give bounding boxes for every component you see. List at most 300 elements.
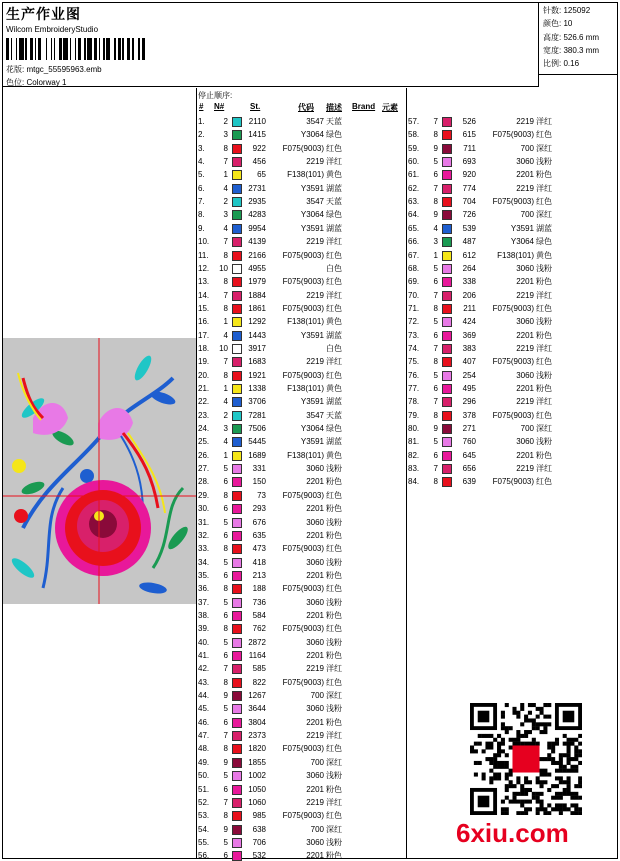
row-thread-code: F138(101) [287,450,324,460]
row-needle-number: 9 [223,824,228,834]
row-needle-number: 5 [433,157,438,167]
row-color-description: 湖蓝 [326,183,342,193]
row-needle-number: 6 [223,570,228,580]
row-color-description: 浅粉 [536,437,552,447]
color-swatch [232,170,242,180]
row-stitch-count: 271 [462,424,476,434]
thread-row [408,369,618,382]
thread-row [408,409,618,422]
row-stop-number: 44. [198,691,210,701]
row-thread-code: 2219 [306,290,324,300]
row-color-description: 洋红 [326,797,342,807]
row-needle-number: 7 [223,237,228,247]
thread-row [408,315,618,328]
row-thread-code: F075(9003) [492,410,534,420]
color-swatch [232,317,242,327]
thread-row [198,836,408,849]
header-panel [2,2,539,87]
color-swatch [232,571,242,581]
color-swatch [232,598,242,608]
color-swatch [232,304,242,314]
row-stitch-count: 487 [462,237,476,247]
thread-row [198,195,408,208]
color-swatch [232,277,242,287]
row-thread-code: 3060 [306,517,324,527]
row-needle-number: 7 [433,117,438,126]
row-stitch-count: 526 [462,117,476,126]
row-stitch-count: 4139 [248,237,266,247]
thread-row [408,115,618,128]
row-stop-number: 68. [408,263,420,273]
row-stitch-count: 920 [462,170,476,180]
color-swatch [232,825,242,835]
color-swatch [232,691,242,701]
row-stitch-count: 65 [257,170,266,180]
row-stitch-count: 4955 [248,263,266,273]
row-color-description: 红色 [536,197,552,207]
row-color-description: 黄色 [326,317,342,327]
row-thread-code: 700 [310,757,324,767]
row-stop-number: 54. [198,824,210,834]
row-thread-code: 2201 [306,851,324,861]
row-color-description: 粉色 [326,530,342,540]
row-color-description: 红色 [326,277,342,287]
row-color-description: 深红 [536,143,552,153]
color-swatch [232,584,242,594]
thread-row [198,182,408,195]
row-needle-number: 3 [223,130,228,140]
row-needle-number: 1 [433,250,438,260]
row-color-description: 洋红 [536,464,552,474]
row-thread-code: F075(9003) [492,357,534,367]
row-stop-number: 31. [198,517,210,527]
row-stop-number: 23. [198,410,210,420]
color-swatch [232,197,242,207]
color-swatch [442,144,452,154]
stop-sequence-heading: 停止顺序: [198,91,233,100]
row-stop-number: 38. [198,610,210,620]
row-stitch-count: 473 [252,544,266,554]
color-swatch [442,424,452,434]
row-stop-number: 47. [198,731,210,741]
row-stitch-count: 331 [252,464,266,474]
row-color-description: 粉色 [326,717,342,727]
col-stop-header: # [199,102,204,111]
color-swatch [232,357,242,367]
thread-row [198,756,408,769]
row-color-description: 浅粉 [326,557,342,567]
stat-stitches: 针数: 125092 [543,6,591,15]
row-color-description: 白色 [326,343,342,353]
col-desc-header: 描述 [326,103,342,112]
row-thread-code: 3547 [306,410,324,420]
row-stop-number: 21. [198,384,210,393]
color-swatch [232,157,242,167]
thread-row [198,155,408,168]
row-color-description: 浅粉 [536,263,552,273]
row-stop-number: 58. [408,130,420,140]
row-thread-code: F075(9003) [282,811,324,821]
row-thread-code: 2219 [516,183,534,193]
row-needle-number: 3 [223,210,228,220]
thread-row [198,796,408,809]
row-stop-number: 11. [198,250,209,260]
color-swatch [232,758,242,768]
row-stop-number: 6. [198,183,205,193]
row-stop-number: 10. [198,237,210,247]
row-stitch-count: 424 [462,317,476,327]
row-color-description: 粉色 [536,277,552,287]
row-needle-number: 8 [433,477,438,487]
row-stop-number: 14. [198,290,210,300]
row-needle-number: 6 [433,170,438,180]
color-swatch [232,451,242,461]
color-swatch [442,251,452,261]
color-swatch [232,130,242,140]
row-needle-number: 8 [223,811,228,821]
row-needle-number: 8 [433,197,438,207]
row-stitch-count: 7281 [248,410,266,420]
color-swatch [442,157,452,167]
row-thread-code: Y3064 [300,130,324,140]
row-stitch-count: 495 [462,384,476,393]
row-color-description: 红色 [326,490,342,500]
row-color-description: 粉色 [536,330,552,340]
row-needle-number: 9 [433,143,438,153]
row-thread-code: F075(9003) [492,477,534,487]
thread-row [198,302,408,315]
color-swatch [442,357,452,367]
row-thread-code: Y3591 [300,397,324,407]
color-swatch [232,224,242,234]
thread-row [408,475,618,488]
color-swatch [232,397,242,407]
row-thread-code: F075(9003) [282,584,324,594]
thread-row [408,302,618,315]
row-thread-code: 2219 [306,664,324,674]
row-thread-code: F075(9003) [282,677,324,687]
row-stop-number: 83. [408,464,420,474]
site-logo: 6xiu.com [456,818,569,848]
color-swatch [442,437,452,447]
row-stitch-count: 206 [462,290,476,300]
row-needle-number: 1 [223,317,228,327]
row-needle-number: 5 [223,771,228,781]
row-stop-number: 27. [198,464,210,474]
row-thread-code: 2201 [306,477,324,487]
row-stitch-count: 150 [252,477,266,487]
row-stitch-count: 188 [252,584,266,594]
row-stitch-count: 760 [462,437,476,447]
row-thread-code: F075(9003) [282,544,324,554]
row-stop-number: 36. [198,584,210,594]
row-stop-number: 75. [408,357,420,367]
thread-row [408,262,618,275]
row-stitch-count: 2872 [248,637,266,647]
row-stitch-count: 612 [462,250,476,260]
row-needle-number: 6 [433,384,438,393]
color-swatch [442,371,452,381]
row-color-description: 红色 [326,250,342,260]
row-needle-number: 8 [223,250,228,260]
row-stitch-count: 3804 [248,717,266,727]
row-stitch-count: 1050 [248,784,266,794]
row-color-description: 洋红 [326,731,342,741]
color-swatch [442,224,452,234]
thread-row [408,142,618,155]
row-thread-code: 3060 [516,317,534,327]
row-stitch-count: 73 [257,490,266,500]
row-thread-code: Y3064 [510,237,534,247]
page-title: 生产作业图 [6,6,81,22]
row-needle-number: 6 [223,477,228,487]
color-swatch [442,197,452,207]
row-stitch-count: 635 [252,530,266,540]
row-color-description: 洋红 [536,117,552,126]
row-color-description: 粉色 [536,450,552,460]
color-swatch [232,718,242,728]
color-swatch [232,477,242,487]
row-thread-code: 2201 [306,610,324,620]
row-stitch-count: 1060 [248,797,266,807]
row-stop-number: 37. [198,597,210,607]
row-stitch-count: 1855 [248,757,266,767]
row-stitch-count: 638 [252,824,266,834]
row-color-description: 浅粉 [326,597,342,607]
row-needle-number: 7 [223,290,228,300]
thread-row [198,529,408,542]
color-swatch [442,304,452,314]
color-swatch [232,117,242,127]
row-needle-number: 4 [223,397,228,407]
row-thread-code: Y3591 [300,183,324,193]
row-thread-code: F138(101) [287,170,324,180]
row-stitch-count: 211 [463,303,476,313]
row-stop-number: 79. [408,410,420,420]
row-needle-number: 7 [223,357,228,367]
color-swatch [232,237,242,247]
row-needle-number: 5 [223,597,228,607]
row-needle-number: 8 [433,303,438,313]
row-thread-code: F138(101) [497,250,534,260]
row-thread-code: 2219 [516,290,534,300]
row-thread-code: F075(9003) [282,490,324,500]
color-swatch [442,397,452,407]
row-color-description: 湖蓝 [326,397,342,407]
row-thread-code: F075(9003) [492,197,534,207]
row-thread-code: 3060 [306,837,324,847]
row-stitch-count: 726 [462,210,476,220]
row-color-description: 天蓝 [326,197,342,207]
row-color-description: 天蓝 [326,117,342,126]
row-needle-number: 2 [223,410,228,420]
color-swatch [442,117,452,127]
row-needle-number: 1 [223,450,228,460]
row-stop-number: 51. [198,784,210,794]
thread-row [198,235,408,248]
row-needle-number: 3 [433,237,438,247]
row-stitch-count: 1683 [248,357,266,367]
thread-row [198,716,408,729]
row-needle-number: 7 [223,797,228,807]
thread-row [198,168,408,181]
thread-row [198,449,408,462]
row-thread-code: F075(9003) [282,277,324,287]
row-thread-code: 2201 [516,384,534,393]
row-stitch-count: 1979 [248,277,266,287]
thread-row [198,355,408,368]
row-color-description: 粉色 [536,384,552,393]
row-needle-number: 7 [433,397,438,407]
thread-row [198,662,408,675]
row-stop-number: 28. [198,477,210,487]
color-swatch [232,518,242,528]
row-needle-number: 6 [433,450,438,460]
thread-row [408,275,618,288]
row-color-description: 洋红 [536,397,552,407]
thread-row [198,622,408,635]
color-swatch [232,651,242,661]
row-color-description: 粉色 [326,610,342,620]
row-thread-code: 3547 [306,197,324,207]
row-stitch-count: 1861 [248,303,266,313]
row-stop-number: 29. [198,490,210,500]
design-label: 花版: [6,65,25,74]
thread-row [198,502,408,515]
col-needle-header: N# [214,102,225,111]
thread-row [408,235,618,248]
row-thread-code: 3060 [306,637,324,647]
color-swatch [442,184,452,194]
row-color-description: 红色 [536,357,552,367]
row-stitch-count: 378 [462,410,476,420]
row-needle-number: 2 [223,197,228,207]
row-thread-code: 3060 [306,597,324,607]
thread-row [408,222,618,235]
row-thread-code: 2201 [516,277,534,287]
colorway-label: 色位: [6,78,25,87]
stat-colors: 颜色: 10 [543,19,573,28]
row-needle-number: 7 [433,290,438,300]
row-thread-code: 700 [310,691,324,701]
stat-width: 宽度: 380.3 mm [543,46,600,55]
row-stitch-count: 2373 [248,731,266,741]
row-color-description: 浅粉 [326,837,342,847]
row-stitch-count: 2166 [248,250,266,260]
row-stop-number: 15. [198,303,210,313]
row-color-description: 深红 [536,424,552,434]
color-swatch [232,744,242,754]
color-swatch [232,798,242,808]
row-stop-number: 70. [408,290,420,300]
thread-row [198,395,408,408]
row-stitch-count: 2731 [248,183,266,193]
row-stop-number: 9. [198,223,205,233]
row-color-description: 深红 [326,691,342,701]
row-color-description: 绿色 [326,130,342,140]
thread-row [198,342,408,355]
color-swatch [232,624,242,634]
row-stitch-count: 3644 [248,704,266,714]
color-swatch [232,491,242,501]
row-stop-number: 45. [198,704,210,714]
color-swatch [232,811,242,821]
thread-row [408,249,618,262]
row-thread-code: 3060 [516,157,534,167]
row-stitch-count: 985 [252,811,266,821]
thread-row [198,435,408,448]
row-stop-number: 63. [408,197,420,207]
row-stitch-count: 383 [462,343,476,353]
row-thread-code: 2201 [516,330,534,340]
color-swatch [442,331,452,341]
row-stop-number: 8. [198,210,205,220]
row-stitch-count: 1164 [248,651,266,660]
row-thread-code: 2201 [306,784,324,794]
row-stop-number: 71. [408,303,420,313]
row-stitch-count: 293 [252,504,266,514]
row-stitch-count: 1002 [248,771,266,781]
color-swatch [232,678,242,688]
row-stop-number: 62. [408,183,420,193]
row-color-description: 洋红 [536,183,552,193]
thread-row [198,769,408,782]
row-thread-code: 3060 [306,771,324,781]
row-color-description: 浅粉 [326,464,342,474]
row-color-description: 粉色 [326,651,342,660]
color-swatch [232,504,242,514]
barcode [6,38,204,60]
color-swatch [232,411,242,421]
row-color-description: 粉色 [326,784,342,794]
row-stop-number: 65. [408,223,420,233]
row-thread-code: 3060 [306,464,324,474]
row-stitch-count: 264 [462,263,476,273]
stat-scale: 比例: 0.16 [543,59,580,68]
row-stop-number: 43. [198,677,210,687]
row-stop-number: 76. [408,370,420,380]
thread-row [198,409,408,422]
row-stop-number: 69. [408,277,420,287]
row-thread-code: 3060 [306,704,324,714]
thread-row [408,395,618,408]
row-thread-code: 2219 [306,357,324,367]
row-stop-number: 66. [408,237,420,247]
color-swatch [442,210,452,220]
color-swatch [442,451,452,461]
col-code-header: 代码 [298,103,314,112]
row-stitch-count: 7506 [248,424,266,434]
row-thread-code: F075(9003) [492,303,534,313]
row-thread-code: 2219 [516,464,534,474]
row-color-description: 黄色 [326,384,342,393]
row-stitch-count: 822 [252,677,266,687]
thread-row [198,649,408,662]
color-swatch [442,411,452,421]
color-swatch [232,251,242,261]
row-stop-number: 67. [408,250,420,260]
row-thread-code: Y3591 [510,223,534,233]
row-stop-number: 48. [198,744,210,754]
row-needle-number: 8 [223,677,228,687]
color-swatch [442,384,452,394]
row-color-description: 洋红 [326,357,342,367]
row-stop-number: 49. [198,757,210,767]
row-stitch-count: 338 [462,277,476,287]
company-name: Wilcom EmbroideryStudio [6,25,99,34]
row-color-description: 红色 [536,130,552,140]
row-color-description: 洋红 [326,664,342,674]
